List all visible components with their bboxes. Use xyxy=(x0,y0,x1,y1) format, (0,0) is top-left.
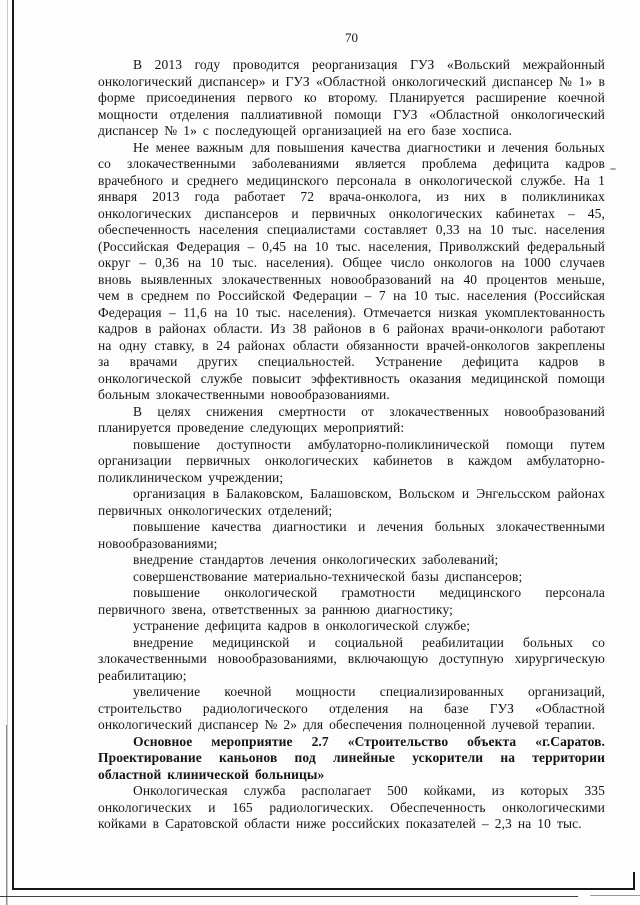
scan-bottom-right-corner-line xyxy=(633,872,635,890)
scan-noise-speck xyxy=(610,168,616,170)
paragraph: повышение доступности амбулаторно-поликлинической помощи путем организации первичных онкологических кабинетов в каждом амбулаторно-поликлиническом учреждении; xyxy=(98,436,605,485)
paragraph: увеличение коечной мощности специализированных организаций, строительство радиологического отделения на базе ГУЗ «Областной онкологический диспансер № 2» для обеспечения полноценной лучевой терапии. xyxy=(98,684,605,732)
scan-left-edge-line xyxy=(12,0,14,890)
paragraph: В целях снижения смертности от злокачественных новообразований планируется проведение следующих мероприятий: xyxy=(98,403,605,435)
scan-bottom-secondary-line-right xyxy=(590,895,640,896)
paragraph: внедрение стандартов лечения онкологических заболеваний; xyxy=(133,552,499,567)
paragraph: повышение качества диагностики и лечения больных злокачественными новообразованиями; xyxy=(98,519,605,551)
document-text-column xyxy=(98,30,605,833)
paragraph: устранение дефицита кадров в онкологической службе; xyxy=(133,618,471,633)
paragraph: организация в Балаковском, Балашовском, Вольском и Энгельсском районах первичных онкологических отделений; xyxy=(98,486,605,518)
scan-bottom-secondary-line xyxy=(0,896,578,897)
paragraph-main-measure-heading: Основное мероприятие 2.7 «Строительство объекта «г.Саратов. Проектирование каньонов под линейные ускорители на территории областной клинической больницы» xyxy=(98,733,605,782)
paragraph: повышение онкологической грамотности медицинского персонала первичного звена, ответственных за раннюю диагностику; xyxy=(98,585,605,617)
paragraph: Не менее важным для повышения качества диагностики и лечения больных со злокачественными заболеваниями является проблема дефицита кадров врачебного и среднего медицинского персонала в онкологической службе. На 1 января 2013 года работает 72 врача-онколога, из них в поликлиниках онкологических диспансеров и первичных онкологических кабинетах – 45, обеспеченность населения специалистами составляет 0,33 на 10 тыс. населения (Российская Федерация – 0,45 на 10 тыс. населения, Приволжский федеральный округ – 0,36 на 10 тыс. населения). Общее число онкологов на 1000 случаев вновь выявленных злокачественных новообразований на 40 процентов меньше, чем в среднем по Российской Федерации – 7 на 10 тыс. населения (Российская Федерация – 11,6 на 10 тыс. населения). Отмечается низкая укомплектованность кадров в районах области. Из 38 районов в 6 районах врачи-онкологи работают на одну ставку, в 24 районах области обязанности врачей-онкологов закреплены за врачами других специальностей. Устранение дефицита кадров в онкологической службе повысит эффективность оказания медицинской помощи больным злокачественными новообразованиями. xyxy=(98,139,605,402)
page-number: 70 xyxy=(345,30,358,45)
scan-left-shadow-line xyxy=(7,0,8,905)
paragraph: совершенствование материально-технической базы диспансеров; xyxy=(133,568,523,584)
paragraph: внедрение медицинской и социальной реабилитации больных со злокачественными новообразованиями, включающую доступную хирургическую реабилитацию; xyxy=(98,634,605,683)
scan-bottom-edge-line xyxy=(12,888,635,890)
scan-left-shadow-line-dark xyxy=(6,725,7,905)
paragraph: Онкологическая служба располагает 500 койками, из которых 335 онкологических и 165 радиологических. Обеспеченность онкологическими койками в Саратовской области ниже российских показателей – 2,3 на 10 тыс. xyxy=(98,783,605,831)
paragraph: В 2013 году проводится реорганизация ГУЗ «Вольский межрайонный онкологический диспансер» и ГУЗ «Областной онкологический диспансер № 1» в форме присоединения первого ко второму. Планируется расширение коечной мощности отделения паллиативной помощи ГУЗ «Областной онкологический диспансер № 1» с последующей организацией на его базе хосписа. xyxy=(98,57,605,138)
